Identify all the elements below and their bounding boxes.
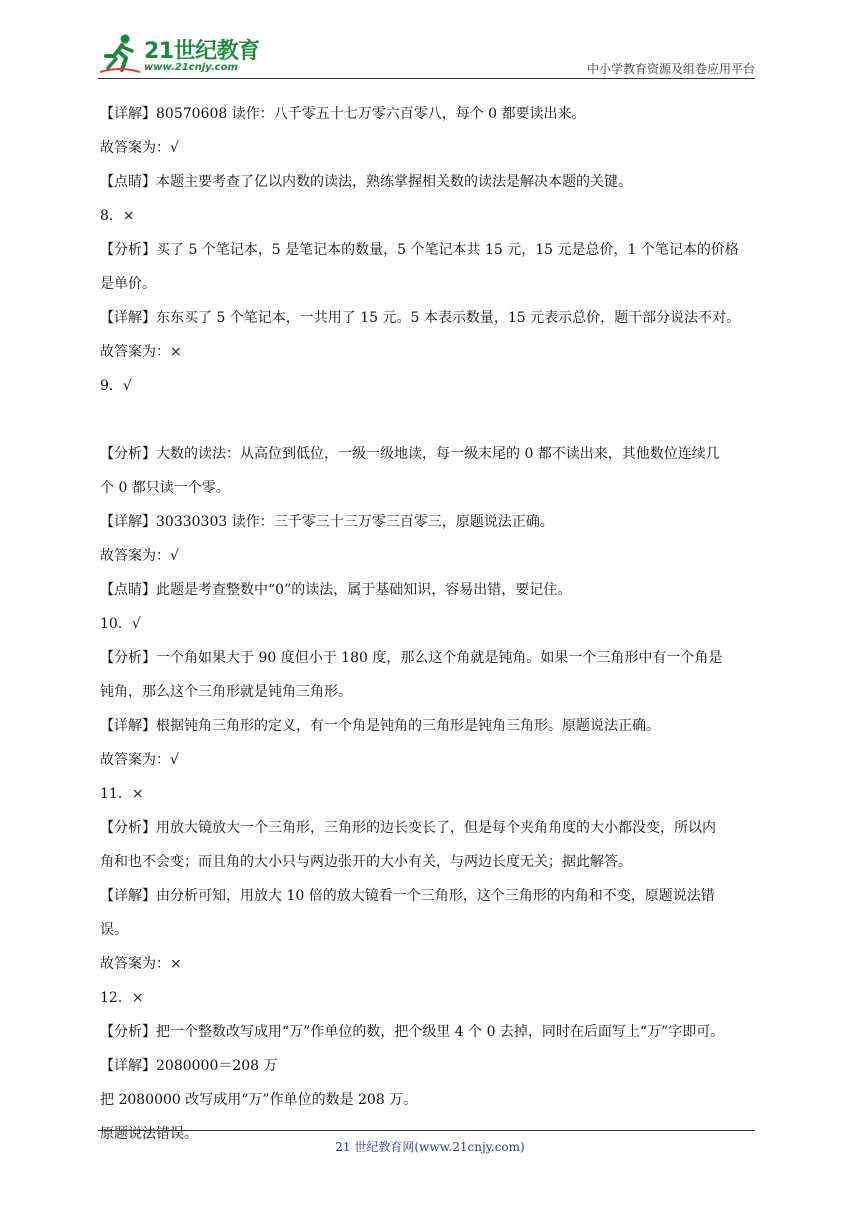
platform-title: 中小学教育资源及组卷应用平台 [586,62,755,76]
text-line: 【详解】2080000＝208 万 [100,1058,278,1074]
question-number: 9．√ [100,378,132,394]
page-footer: 21 世纪教育网(www.21cnjy.com) [335,1140,525,1154]
question-number: 11．× [100,786,144,802]
text-line: 【分析】用放大镜放大一个三角形，三角形的边长变长了，但是每个夹角角度的大小都没变，所以内 [100,820,716,836]
question-number: 8．× [100,208,135,224]
text-line: 【详解】80570608 读作：八千零五十七万零六百零八，每个 0 都要读出来。 [100,106,586,122]
text-line: 【点睛】本题主要考查了亿以内数的读法，熟练掌握相关数的读法是解决本题的关键。 [100,174,632,190]
text-line: 故答案为：√ [100,140,179,156]
text-line: 故答案为：√ [100,548,179,564]
header-divider [98,78,755,79]
text-line: 是单价。 [100,276,156,292]
text-line: 【分析】一个角如果大于 90 度但小于 180 度，那么这个角就是钝角。如果一个三角形中有一个角是 [100,650,723,666]
text-line: 故答案为：√ [100,752,179,768]
text-line: 【详解】根据钝角三角形的定义，有一个角是钝角的三角形是钝角三角形。原题说法正确。 [100,718,660,734]
footer-divider [98,1130,755,1131]
logo-url: www.21cnjy.com [144,62,238,73]
question-number: 12．× [100,990,144,1006]
logo-text: 21世纪教育 [144,39,260,64]
page-header [98,30,755,78]
question-number: 10．√ [100,616,141,632]
text-line: 【分析】买了 5 个笔记本，5 是笔记本的数量，5 个笔记本共 15 元，15 元是总价，1 个笔记本的价格 [100,242,739,258]
text-line: 个 0 都只读一个零。 [100,480,230,496]
site-logo [98,30,298,78]
running-figure-icon [98,32,142,76]
text-line: 【详解】由分析可知，用放大 10 倍的放大镜看一个三角形，这个三角形的内角和不变，原题说法错 [100,888,715,904]
text-line: 钝角，那么这个三角形就是钝角三角形。 [100,684,352,700]
text-line: 把 2080000 改写成用“万”作单位的数是 208 万。 [100,1092,418,1108]
text-line: 故答案为：× [100,344,182,360]
text-line: 角和也不会变；而且角的大小只与两边张开的大小有关，与两边长度无关；据此解答。 [100,854,632,870]
text-line: 【详解】东东买了 5 个笔记本，一共用了 15 元。5 本表示数量，15 元表示总价，题干部分说法不对。 [100,310,741,326]
text-line: 误。 [100,922,128,938]
text-line: 【分析】把一个整数改写成用“万”作单位的数，把个级里 4 个 0 去掉，同时在后面写上“万”字即可。 [100,1024,725,1040]
text-line: 【点睛】此题是考查整数中“0”的读法，属于基础知识，容易出错，要记住。 [100,582,572,598]
text-line: 故答案为：× [100,956,182,972]
text-line: 【分析】大数的读法：从高位到低位，一级一级地读，每一级末尾的 0 都不读出来，其他数位连续几 [100,446,720,462]
text-line: 原题说法错误。 [100,1126,198,1142]
text-line: 【详解】30330303 读作：三千零三十三万零三百零三，原题说法正确。 [100,514,554,530]
